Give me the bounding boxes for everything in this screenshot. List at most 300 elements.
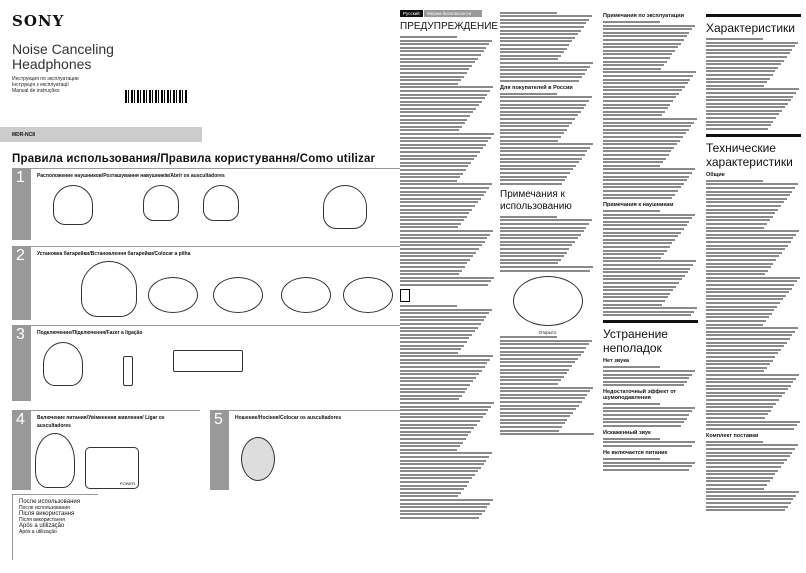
text-line xyxy=(603,260,696,262)
text-line xyxy=(500,111,581,113)
step-1 xyxy=(12,168,400,240)
body-text xyxy=(400,305,495,519)
text-line xyxy=(706,406,773,408)
text-line xyxy=(400,169,466,171)
text-line xyxy=(400,50,484,52)
text-line xyxy=(706,381,793,383)
subheading: Комплект поставки xyxy=(706,432,759,439)
text-line xyxy=(500,179,565,181)
text-line xyxy=(706,374,799,376)
text-line xyxy=(706,194,790,196)
text-line xyxy=(603,366,660,368)
text-line xyxy=(400,234,490,236)
text-line xyxy=(603,239,675,241)
text-line xyxy=(706,38,763,40)
text-line xyxy=(603,64,664,66)
text-line xyxy=(400,176,460,178)
text-line xyxy=(706,113,779,115)
text-line xyxy=(400,155,477,157)
text-line xyxy=(400,434,468,436)
text-line xyxy=(400,470,478,472)
text-line xyxy=(400,284,488,286)
text-line xyxy=(706,219,770,221)
text-line xyxy=(500,76,582,78)
battery-illustration xyxy=(343,277,393,313)
text-line xyxy=(706,459,787,461)
text-line xyxy=(706,216,773,218)
text-line xyxy=(400,316,486,318)
text-line xyxy=(603,75,693,77)
text-line xyxy=(500,241,575,243)
text-line xyxy=(400,362,487,364)
text-line xyxy=(400,341,467,343)
text-line xyxy=(500,15,592,17)
text-line xyxy=(400,345,464,347)
text-line xyxy=(400,438,466,440)
text-line xyxy=(603,197,672,199)
text-line xyxy=(400,398,459,400)
text-line xyxy=(500,419,567,421)
text-line xyxy=(500,107,584,109)
text-line xyxy=(603,374,692,376)
text-line xyxy=(706,205,781,207)
text-line xyxy=(706,191,792,193)
text-line xyxy=(400,319,484,321)
text-line xyxy=(706,284,794,286)
text-line xyxy=(500,158,582,160)
text-line xyxy=(706,360,773,362)
text-line xyxy=(400,111,473,113)
headphones-illustration xyxy=(323,185,367,229)
text-line xyxy=(706,455,790,457)
features-heading: Характеристики xyxy=(706,14,801,35)
column-1 xyxy=(400,10,499,521)
text-line xyxy=(500,37,575,39)
text-line xyxy=(603,465,692,467)
text-line xyxy=(706,42,798,44)
text-line xyxy=(706,70,775,72)
text-line xyxy=(706,291,789,293)
headphones-illustration xyxy=(203,185,239,221)
warning-heading: ПРЕДУПРЕЖДЕНИЕ xyxy=(400,21,499,32)
text-line xyxy=(500,376,564,378)
text-line xyxy=(400,513,482,515)
text-line xyxy=(400,463,484,465)
text-line xyxy=(500,270,590,272)
text-line xyxy=(500,340,592,342)
text-line xyxy=(500,168,573,170)
text-line xyxy=(603,179,687,181)
column-2 xyxy=(500,10,595,437)
text-line xyxy=(603,469,689,471)
text-line xyxy=(603,275,685,277)
text-line xyxy=(706,110,782,112)
text-line xyxy=(400,72,467,74)
sony-logo: SONY xyxy=(12,12,65,30)
text-line xyxy=(706,413,768,415)
text-line xyxy=(706,470,778,472)
text-line xyxy=(603,304,662,306)
body-text xyxy=(603,21,698,199)
text-line xyxy=(400,252,476,254)
text-line xyxy=(500,433,594,435)
text-line xyxy=(500,383,558,385)
head-illustration xyxy=(241,437,275,481)
text-line xyxy=(400,216,467,218)
text-line xyxy=(500,19,589,21)
subheading: Нет звука xyxy=(603,358,630,365)
text-line xyxy=(603,224,687,226)
text-line xyxy=(603,57,670,59)
text-line xyxy=(400,230,493,232)
text-line xyxy=(603,82,688,84)
text-line xyxy=(400,97,485,99)
text-line xyxy=(706,128,768,130)
text-line xyxy=(400,255,473,257)
russia-heading: Для покупателей в России xyxy=(500,84,573,91)
text-line xyxy=(400,445,460,447)
text-line xyxy=(400,506,487,508)
text-line xyxy=(706,506,788,508)
text-line xyxy=(603,190,678,192)
text-line xyxy=(603,438,660,440)
text-line xyxy=(400,477,472,479)
text-line xyxy=(706,417,765,419)
text-line xyxy=(603,86,685,88)
text-line xyxy=(706,403,776,405)
text-line xyxy=(706,259,776,261)
text-line xyxy=(706,466,781,468)
battery-cover-illustration xyxy=(148,277,198,313)
text-line xyxy=(400,194,484,196)
text-line xyxy=(706,263,773,265)
text-line xyxy=(500,129,567,131)
text-line xyxy=(603,264,693,266)
step-3 xyxy=(12,325,400,401)
subtitle: Manual de instruções xyxy=(12,88,60,94)
text-line xyxy=(603,250,667,252)
text-line xyxy=(500,397,585,399)
text-line xyxy=(500,372,567,374)
text-line xyxy=(500,358,578,360)
text-line xyxy=(706,509,785,511)
step-number: 4 xyxy=(13,411,31,490)
body-text xyxy=(603,403,698,427)
text-line xyxy=(706,280,797,282)
text-line xyxy=(603,311,694,313)
text-line xyxy=(400,359,490,361)
text-line xyxy=(706,367,767,369)
text-line xyxy=(603,214,695,216)
text-line xyxy=(400,43,489,45)
step-4 xyxy=(12,410,200,490)
language-tag: Русский xyxy=(400,10,423,17)
specs-heading: Технические характеристики xyxy=(706,134,801,169)
barcode xyxy=(125,90,187,103)
text-line xyxy=(400,503,490,505)
text-line xyxy=(706,81,767,83)
text-line xyxy=(706,306,777,308)
text-line xyxy=(400,40,492,42)
step-label: Ношение/Носіння/Colocar os auscultadores xyxy=(235,415,342,421)
text-line xyxy=(500,354,581,356)
text-line xyxy=(706,96,793,98)
notes-heading: Примечания к использованию xyxy=(500,188,572,212)
text-line xyxy=(603,114,662,116)
text-line xyxy=(500,51,564,53)
player-illustration xyxy=(123,356,133,386)
body-text xyxy=(400,36,495,286)
text-line xyxy=(603,161,663,163)
text-line xyxy=(706,255,779,257)
text-line xyxy=(400,373,479,375)
after-use-text: Após a utilização xyxy=(19,529,57,535)
text-line xyxy=(400,456,489,458)
text-line xyxy=(706,484,767,486)
text-line xyxy=(706,309,774,311)
headphones-illustration xyxy=(35,433,75,488)
body-text xyxy=(706,180,801,430)
text-line xyxy=(706,117,776,119)
text-line xyxy=(500,387,593,389)
text-line xyxy=(706,270,768,272)
adaptor-illustration xyxy=(173,350,243,372)
text-line xyxy=(603,125,691,127)
text-line xyxy=(603,314,691,316)
text-line xyxy=(400,144,486,146)
text-line xyxy=(400,237,487,239)
text-line xyxy=(706,180,763,182)
text-line xyxy=(603,232,681,234)
text-line xyxy=(400,323,481,325)
text-line xyxy=(400,510,485,512)
text-line xyxy=(706,370,764,372)
text-line xyxy=(500,216,557,218)
text-line xyxy=(400,165,468,167)
text-line xyxy=(400,86,493,88)
text-line xyxy=(706,428,794,430)
text-line xyxy=(400,352,458,354)
text-line xyxy=(400,151,480,153)
text-line xyxy=(400,248,479,250)
body-text xyxy=(603,438,698,447)
text-line xyxy=(706,223,767,225)
body-text xyxy=(500,12,595,82)
subtitle: Інструкція з експлуатації xyxy=(12,82,69,88)
text-line xyxy=(706,334,792,336)
text-line xyxy=(400,101,482,103)
text-line xyxy=(706,88,799,90)
text-line xyxy=(706,298,783,300)
step-label: Установка батарейки/Встановлення батарейки/Colocar a pilha xyxy=(37,251,191,257)
text-line xyxy=(706,266,771,268)
text-line xyxy=(603,445,692,447)
text-line xyxy=(500,361,575,363)
text-line xyxy=(603,136,683,138)
text-line xyxy=(400,391,465,393)
text-line xyxy=(706,74,773,76)
body-text xyxy=(500,336,595,435)
text-line xyxy=(603,43,681,45)
text-line xyxy=(603,154,669,156)
text-line xyxy=(500,69,587,71)
text-line xyxy=(706,198,787,200)
text-line xyxy=(706,99,791,101)
text-line xyxy=(706,103,788,105)
text-line xyxy=(706,183,798,185)
text-line xyxy=(400,377,476,379)
text-line xyxy=(706,316,769,318)
text-line xyxy=(603,100,673,102)
text-line xyxy=(400,305,457,307)
text-line xyxy=(500,422,565,424)
text-line xyxy=(400,312,489,314)
text-line xyxy=(500,430,559,432)
text-line xyxy=(603,140,680,142)
text-line xyxy=(500,219,592,221)
text-line xyxy=(400,244,482,246)
text-line xyxy=(400,266,465,268)
text-line xyxy=(603,414,689,416)
text-line xyxy=(603,172,692,174)
text-line xyxy=(500,73,585,75)
text-line xyxy=(400,420,480,422)
body-text xyxy=(603,210,698,316)
troubleshooting-heading: Устранение неполадок xyxy=(603,320,698,355)
text-line xyxy=(706,452,792,454)
text-line xyxy=(603,462,695,464)
text-line xyxy=(706,45,795,47)
text-line xyxy=(500,30,581,32)
text-line xyxy=(500,426,562,428)
text-line xyxy=(400,137,491,139)
text-line xyxy=(603,410,692,412)
text-line xyxy=(400,427,474,429)
text-line xyxy=(400,416,483,418)
text-line xyxy=(500,62,593,64)
text-line xyxy=(706,324,763,326)
text-line xyxy=(603,129,689,131)
text-line xyxy=(706,385,791,387)
text-line xyxy=(706,241,791,243)
text-line xyxy=(603,150,671,152)
text-line xyxy=(400,442,463,444)
product-title: Noise Canceling Headphones xyxy=(12,41,114,72)
text-line xyxy=(400,133,494,135)
text-line xyxy=(603,183,684,185)
text-line xyxy=(400,395,462,397)
text-line xyxy=(706,444,798,446)
step-label: Включение питания/Увімкнення живлення/ Ligar os auscultadores xyxy=(37,415,165,429)
text-line xyxy=(603,93,679,95)
text-line xyxy=(400,424,477,426)
text-line xyxy=(706,85,764,87)
text-line xyxy=(603,271,688,273)
text-line xyxy=(603,79,690,81)
text-line xyxy=(400,492,461,494)
step-number: 2 xyxy=(13,247,31,320)
battery-illustration xyxy=(281,277,331,313)
text-line xyxy=(603,268,690,270)
subheading: Примечания по эксплуатации xyxy=(603,13,685,19)
text-line xyxy=(400,61,475,63)
text-line xyxy=(400,488,464,490)
recycle-bin-icon xyxy=(400,289,410,302)
body-text xyxy=(603,366,698,386)
text-line xyxy=(500,44,569,46)
power-switch-illustration xyxy=(85,447,139,489)
text-line xyxy=(706,78,770,80)
text-line xyxy=(706,448,795,450)
text-line xyxy=(603,132,686,134)
text-line xyxy=(400,277,494,279)
text-line xyxy=(500,154,585,156)
text-line xyxy=(500,412,573,414)
text-line xyxy=(603,246,670,248)
text-line xyxy=(500,266,593,268)
step-5 xyxy=(210,410,400,490)
model-bar: MDR-NC8 xyxy=(0,127,202,142)
text-line xyxy=(603,370,695,372)
text-line xyxy=(400,355,493,357)
text-line xyxy=(500,351,584,353)
body-text xyxy=(706,38,801,130)
text-line xyxy=(706,477,773,479)
text-line xyxy=(400,198,481,200)
text-line xyxy=(400,65,472,67)
text-line xyxy=(400,406,491,408)
text-line xyxy=(400,54,481,56)
text-line xyxy=(603,221,689,223)
text-line xyxy=(500,172,570,174)
after-use-text: Після використання xyxy=(19,517,66,523)
subheading: Не включается питание xyxy=(603,450,668,457)
text-line xyxy=(400,219,464,221)
text-line xyxy=(500,365,572,367)
text-line xyxy=(500,22,586,24)
step-number: 5 xyxy=(211,411,229,490)
text-line xyxy=(706,498,793,500)
text-line xyxy=(400,330,475,332)
step-label: Расположение наушников/Розташування навушників/Abrir os auscultadores xyxy=(37,173,225,179)
text-line xyxy=(400,191,486,193)
text-line xyxy=(400,47,486,49)
body-text xyxy=(603,458,698,471)
text-line xyxy=(500,183,562,185)
text-line xyxy=(706,252,782,254)
text-line xyxy=(603,89,682,91)
text-line xyxy=(603,168,695,170)
text-line xyxy=(400,187,489,189)
text-line xyxy=(400,431,471,433)
text-line xyxy=(400,180,457,182)
text-line xyxy=(603,242,672,244)
text-line xyxy=(706,52,790,54)
text-line xyxy=(603,158,666,160)
battery-illustration xyxy=(213,277,263,313)
column-3 xyxy=(603,10,698,472)
text-line xyxy=(706,473,775,475)
text-line xyxy=(603,107,668,109)
text-line xyxy=(706,234,796,236)
text-line xyxy=(603,418,687,420)
text-line xyxy=(400,452,492,454)
text-line xyxy=(706,121,773,123)
text-line xyxy=(603,235,678,237)
text-line xyxy=(706,502,791,504)
step-number: 1 xyxy=(13,169,31,240)
body-text xyxy=(500,93,595,185)
